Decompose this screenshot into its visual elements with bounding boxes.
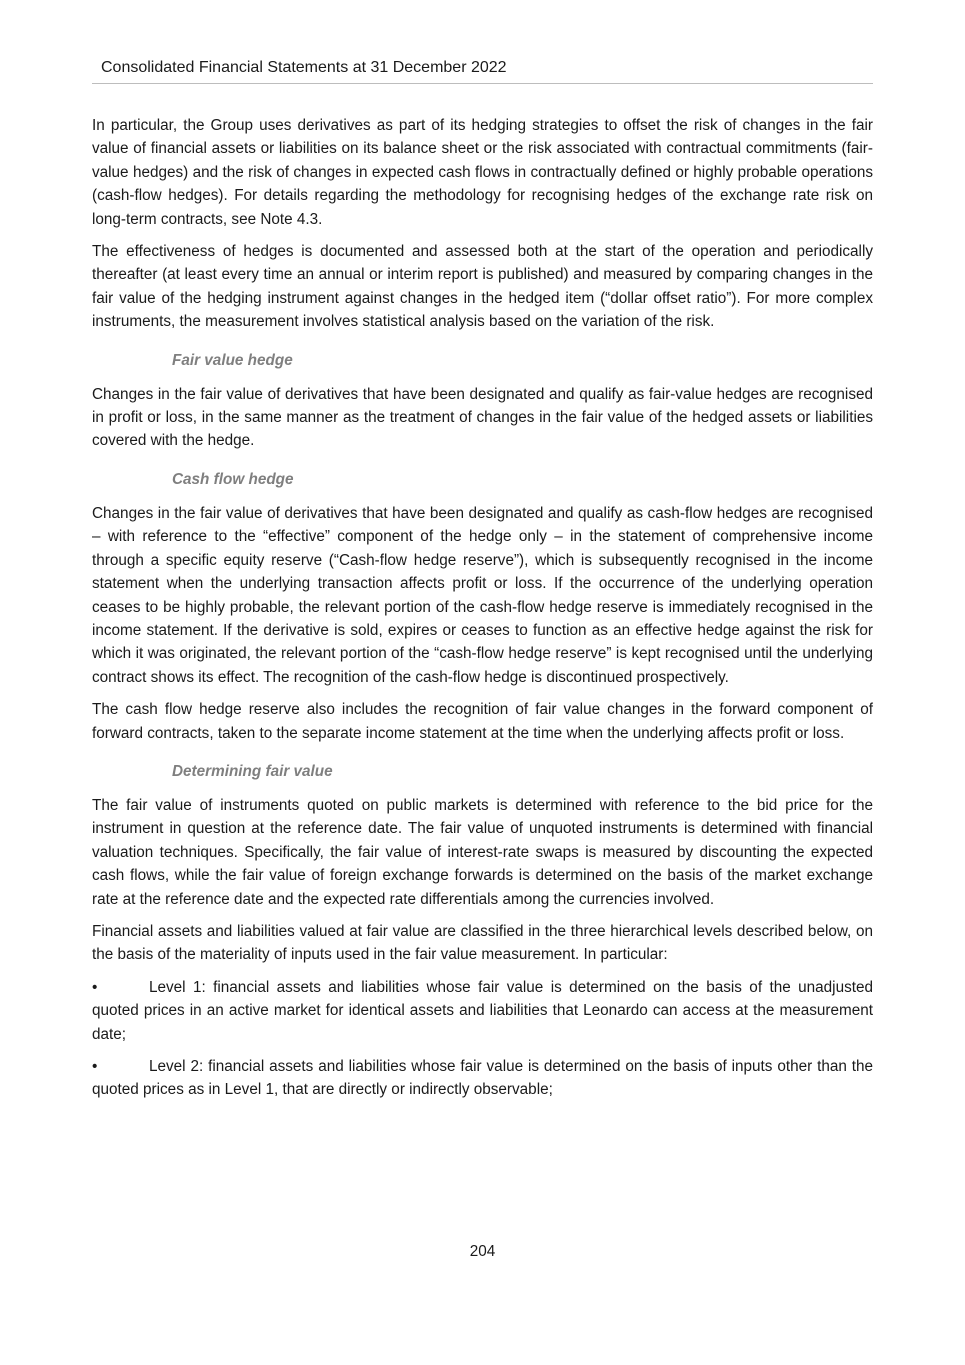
paragraph-hierarchy-levels: Financial assets and liabilities valued at fair value are classified in the three hierarchical levels described below, on the basis of the materiality of inputs used in the fair value measurement. In particular:: [92, 922, 873, 964]
page-body: [92, 114, 873, 1111]
paragraph-hedge-effectiveness: The effectiveness of hedges is documented and assessed both at the start of the operation and periodically thereafter (at least every time an annual or interim report is published) and measured by comparing changes in the fair value of the hedging instrument against changes in the hedged item (“dollar offset ratio”). For more complex instruments, the measurement involves statistical analysis based on the variation of the risk.: [92, 243, 873, 331]
list-item-text: Level 2: financial assets and liabilities whose fair value is determined on the basis of inputs other than the quoted prices as in Level 1, that are directly or indirectly observable;: [92, 1058, 873, 1099]
paragraph-fair-value-determination: The fair value of instruments quoted on public markets is determined with reference to the bid price for the instrument in question at the reference date. The fair value of unquoted instruments is determined with financial valuation techniques. Specifically, the fair value of interest-rate swaps is measured by discounting the expected cash flows, while the fair value of foreign exchange forwards is determined on the basis of the market exchange rate at the reference date and the expected rate differentials among the currencies involved.: [92, 796, 873, 908]
paragraph-fair-value-hedge: Changes in the fair value of derivatives that have been designated and qualify as fair-value hedges are recognised in profit or loss, in the same manner as the treatment of changes in the fair value of the hedged assets or liabilities covered with the hedge.: [92, 385, 873, 450]
heading-fair-value-hedge: Fair value hedge: [172, 351, 293, 369]
list-item-text: Level 1: financial assets and liabilities whose fair value is determined on the basis of the unadjusted quoted prices in an active market for identical assets and liabilities that Leonardo can access at the measurement date;: [92, 978, 873, 1043]
paragraph-hedging-strategies: In particular, the Group uses derivatives as part of its hedging strategies to offset the risk of changes in the fair value of financial assets or liabilities on its balance sheet or the risk associated with contractual commitments (fair-value hedges) and the risk of changes in expected cash flows in contractually defined or highly probable operations (cash-flow hedges). For details regarding the methodology for recognising hedges of the exchange rate risk on long-term contracts, see Note 4.3.: [92, 117, 873, 228]
paragraph-cash-flow-reserve: The cash flow hedge reserve also includes the recognition of fair value changes in the forward component of forward contracts, taken to the separate income statement at the time when the underlying affects profit or loss.: [92, 701, 873, 742]
paragraph-cash-flow-hedge: Changes in the fair value of derivatives that have been designated and qualify as cash-flow hedges are recognised – with reference to the “effective” component of the hedge only – in the statement of comprehensive income through a specific equity reserve (“Cash-flow hedge reserve”), which is subsequently recognised in the income statement when the underlying transaction affects profit or loss. If the occurrence of the underlying operation ceases to be highly probable, the relevant portion of the cash-flow hedge reserve is immediately recognised in the income statement. If the derivative is sold, expires or ceases to function as an effective hedge against the risk for which it was originated, the relevant portion of the “cash-flow hedge reserve” is kept recognised until the underlying contract shows its effect. The recognition of the cash-flow hedge is discontinued prospectively.: [92, 504, 873, 686]
bullet-marker: •: [92, 1058, 98, 1075]
page-footer: [0, 1242, 965, 1262]
header-title: Consolidated Financial Statements at 31 December 2022: [101, 59, 507, 76]
heading-determining-fair-value: Determining fair value: [172, 762, 333, 780]
heading-cash-flow-hedge: Cash flow hedge: [172, 470, 294, 488]
running-header: [92, 58, 873, 84]
bullet-marker: •: [92, 978, 98, 996]
list-item-level-2: [92, 1055, 873, 1102]
list-item-level-1: [92, 976, 873, 1046]
page-number: 204: [469, 1243, 496, 1260]
